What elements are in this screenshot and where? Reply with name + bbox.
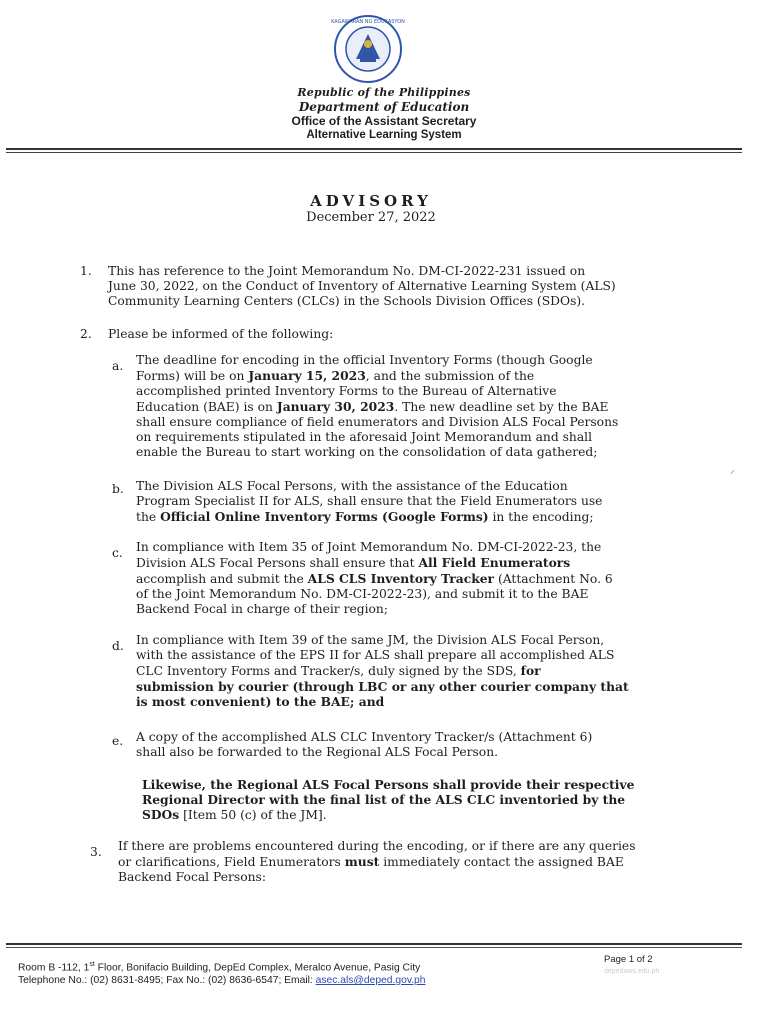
must-emphasis: must	[344, 854, 380, 869]
item-b-line: Program Specialist II for ALS, shall ensure that the Field Enumerators use	[136, 494, 603, 508]
item-a-paragraph	[136, 353, 664, 460]
item-d-paragraph	[136, 633, 664, 709]
courier-emphasis: is most convenient) to the BAE; and	[136, 694, 385, 709]
page-watermark: depedaws.edu.ph	[604, 968, 660, 975]
item-b-letter: b.	[112, 482, 124, 496]
item-c-line: Division ALS Focal Persons shall ensure that All Field Enumerators	[136, 555, 571, 570]
item-c-line: accomplish and submit the ALS CLS Inventory Tracker (Attachment No. 6	[136, 571, 613, 586]
item-3-paragraph	[118, 839, 674, 885]
header-republic: Republic of the Philippines	[297, 86, 471, 99]
official-forms-emphasis: Official Online Inventory Forms (Google Forms)	[160, 509, 489, 524]
footer-divider	[6, 943, 742, 945]
stray-mark: ⸝	[730, 465, 735, 476]
footer-contact: Telephone No.: (02) 8631-8495; Fax No.: (02) 8636-6547; Email: asec.als@deped.gov.ph	[18, 975, 426, 986]
footer-address: Room B -112, 1st Floor, Bonifacio Building, DepEd Complex, Meralco Avenue, Pasig City	[18, 961, 421, 974]
for-emphasis: for	[520, 663, 541, 678]
submission-deadline: January 30, 2023	[276, 399, 395, 414]
advisory-title: ADVISORY	[310, 192, 432, 210]
item-c-letter: c.	[112, 546, 123, 560]
item-c-paragraph	[136, 540, 664, 617]
seal-text: KAGAWARAN NG EDUKASYON	[331, 19, 405, 25]
header-divider	[6, 148, 742, 150]
item-e-line: A copy of the accomplished ALS CLC Inventory Tracker/s (Attachment 6)	[136, 730, 593, 744]
header-divider-thin	[6, 152, 742, 153]
item-b-paragraph	[136, 479, 664, 525]
item-a-line: enable the Bureau to start working on the consolidation of data gathered;	[136, 445, 598, 459]
item-c-line: of the Joint Memorandum No. DM-CI-2022-23), and submit it to the BAE	[136, 587, 589, 601]
advisory-date: December 27, 2022	[306, 210, 436, 225]
item-e-paragraph	[136, 730, 664, 760]
item-1-paragraph	[108, 264, 664, 309]
footer-divider-thin	[6, 947, 742, 948]
header-department: Department of Education	[298, 100, 470, 114]
item-c-line: In compliance with Item 35 of Joint Memorandum No. DM-CI-2022-23, the	[136, 540, 602, 554]
encoding-deadline: January 15, 2023	[248, 368, 366, 383]
page-number: Page 1 of 2	[604, 954, 653, 965]
item-1-line: This has reference to the Joint Memorandum No. DM-CI-2022-231 issued on	[108, 264, 586, 278]
item-a-line: on requirements stipulated in the aforesaid Joint Memorandum and shall	[136, 430, 593, 444]
item-2-paragraph: Please be informed of the following:	[108, 327, 334, 341]
item-d-line: with the assistance of the EPS II for ALS shall prepare all accomplished ALS	[136, 648, 615, 662]
likewise-line: Regional Director with the final list of the ALS CLC inventoried by the	[142, 792, 626, 807]
item-a-line: accomplished printed Inventory Forms to the Bureau of Alternative	[136, 384, 557, 398]
item-a-line: Forms) will be on January 15, 2023, and the submission of the	[136, 368, 535, 383]
item-a-line: shall ensure compliance of field enumerators and Division ALS Focal Persons	[136, 415, 619, 429]
item-a-line: The deadline for encoding in the official Inventory Forms (though Google	[136, 353, 593, 367]
header-office: Office of the Assistant Secretary	[291, 114, 477, 128]
item-d-letter: d.	[112, 639, 124, 653]
likewise-line: SDOs [Item 50 (c) of the JM].	[142, 807, 327, 822]
item-d-line: CLC Inventory Forms and Tracker/s, duly signed by the SDS, for	[136, 663, 541, 678]
item-1-line: Community Learning Centers (CLCs) in the Schools Division Offices (SDOs).	[108, 294, 586, 308]
item-e-letter: e.	[112, 734, 124, 748]
item-3-line: If there are problems encountered during the encoding, or if there are any queries	[118, 839, 636, 853]
item-d-line: In compliance with Item 39 of the same JM, the Division ALS Focal Person,	[136, 633, 605, 647]
item-a-line: Education (BAE) is on January 30, 2023. The new deadline set by the BAE	[136, 399, 609, 414]
item-c-line: Backend Focal in charge of their region;	[136, 602, 388, 616]
deped-seal-icon	[326, 14, 410, 84]
item-b-line: the Official Online Inventory Forms (Google Forms) in the encoding;	[136, 509, 594, 524]
likewise-paragraph	[142, 777, 664, 823]
email-link[interactable]: asec.als@deped.gov.ph	[315, 975, 426, 986]
item-3-number: 3.	[90, 845, 102, 859]
item-a-letter: a.	[112, 359, 124, 373]
likewise-line: Likewise, the Regional ALS Focal Persons shall provide their respective	[142, 777, 635, 792]
header-system: Alternative Learning System	[306, 129, 462, 141]
item-3-line: Backend Focal Persons:	[118, 870, 266, 884]
courier-emphasis: submission by courier (through LBC or any other courier company that	[136, 679, 629, 694]
item-1-number: 1.	[80, 264, 92, 278]
item-e-line: shall also be forwarded to the Regional ALS Focal Person.	[136, 745, 499, 759]
item-2-number: 2.	[80, 327, 92, 341]
item-3-line: or clarifications, Field Enumerators must immediately contact the assigned BAE	[118, 854, 624, 869]
tracker-emphasis: ALS CLS Inventory Tracker	[307, 571, 495, 586]
field-enumerators-emphasis: All Field Enumerators	[418, 555, 571, 570]
item-b-line: The Division ALS Focal Persons, with the assistance of the Education	[136, 479, 568, 493]
item-1-line: June 30, 2022, on the Conduct of Inventory of Alternative Learning System (ALS)	[108, 279, 616, 293]
